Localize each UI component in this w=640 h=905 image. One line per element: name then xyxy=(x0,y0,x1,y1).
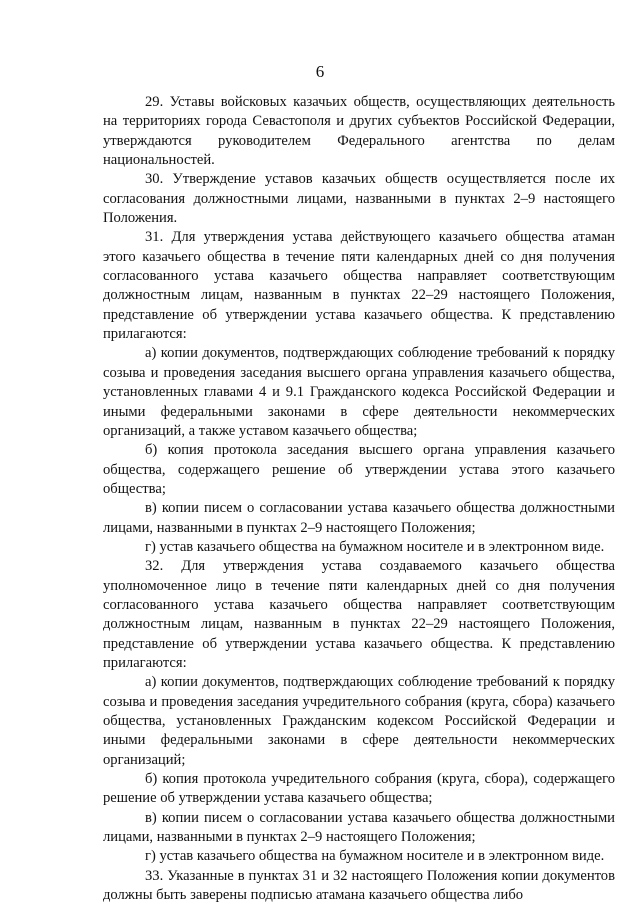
paragraph-30: 30. Утверждение уставов казачьих обществ осуществляется после их согласования должностными лицами, названными в пунктах 2–9 настоящего Положения. xyxy=(103,171,615,227)
paragraph-32-item-g: г) устав казачьего общества на бумажном носителе и в электронном виде. xyxy=(145,848,605,865)
paragraph-31-item-b: б) копия протокола заседания высшего органа управления казачьего общества, содержащего решение об утверждении устава этого казачьего общества; xyxy=(103,442,615,497)
paragraph-33: 33. Указанные в пунктах 31 и 32 настоящего Положения копии документов должны быть заверены подписью атамана казачьего общества либо xyxy=(103,867,615,904)
page-number: 6 xyxy=(315,62,325,81)
paragraph-31-item-a: а) копии документов, подтверждающих соблюдение требований к порядку созыва и проведения заседания высшего органа управления казачьего общества, установленных главами 4 и 9.1 Гражданского кодекса Российской Федерации и иными федеральными законами в сфере деятельности некоммерческих организаций, а также уставом казачьего общества; xyxy=(103,345,615,439)
paragraph-31-item-g: г) устав казачьего общества на бумажном носителе и в электронном виде. xyxy=(145,538,605,555)
paragraph-29: 29. Уставы войсковых казачьих обществ, осуществляющих деятельность на территориях города Севастополя и других субъектов Российской Федерации, утверждаются руководителем Федерального агентства по делам национальностей. xyxy=(103,94,615,169)
paragraph-32-item-a: а) копии документов, подтверждающих соблюдение требований к порядку созыва и проведения заседания учредительного собрания (круга, сбора) казачьего общества, установленных Гражданским кодексом Российской Федерации и иными федеральными законами в сфере деятельности некоммерческих организаций; xyxy=(103,674,615,768)
document-body xyxy=(103,93,615,905)
paragraph-32-item-v: в) копии писем о согласовании устава казачьего общества должностными лицами, названными в пунктах 2–9 настоящего Положения; xyxy=(103,809,615,846)
paragraph-32-item-b: б) копия протокола учредительного собрания (круга, сбора), содержащего решение об утверждении устава казачьего общества; xyxy=(103,771,615,807)
paragraph-31: 31. Для утверждения устава действующего казачьего общества атаман этого казачьего общества в течение пяти календарных дней со дня получения согласованного устава казачьего общества направляет соответствующим должностным лицам, названным в пунктах 22–29 настоящего Положения, представление об утверждении устава казачьего общества. К представлению прилагаются: xyxy=(103,229,615,343)
paragraph-31-item-v: в) копии писем о согласовании устава казачьего общества должностными лицами, названными в пунктах 2–9 настоящего Положения; xyxy=(103,500,615,536)
paragraph-32: 32. Для утверждения устава создаваемого казачьего общества уполномоченное лицо в течение пяти календарных дней со дня получения согласованного устава казачьего общества направляет соответствующим должностным лицам, названным в пунктах 22–29 настоящего Положения, представление об утверждении устава казачьего общества. К представлению прилагаются: xyxy=(103,558,615,671)
